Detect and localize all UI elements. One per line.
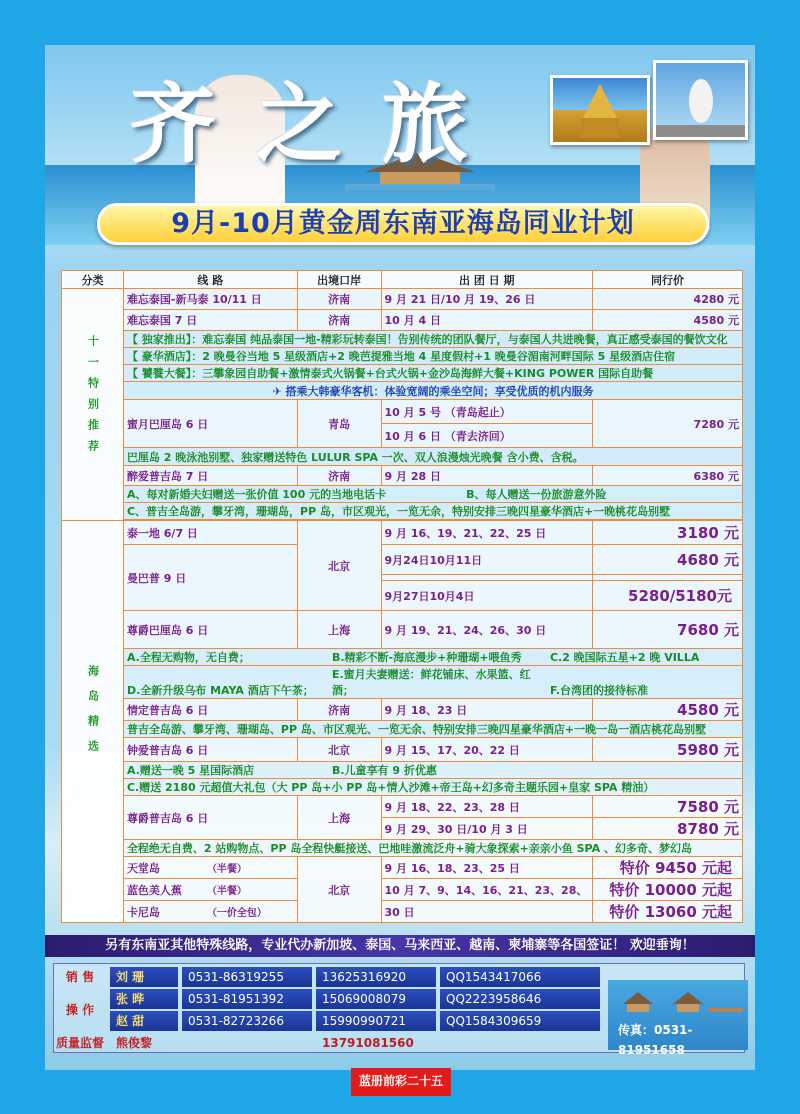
qq-number[interactable]: QQ1543417066 [440,967,600,987]
art-title: 齐之旅 [130,74,508,175]
departure-date: 30 日 [381,901,593,923]
phone-number[interactable]: 0531-82723266 [182,1011,312,1031]
qa-mobile[interactable]: 13791081560 [322,1036,414,1050]
price: 7580 元 [593,796,743,818]
fax-number[interactable]: 传真：0531-81951658 [618,1023,693,1057]
price: 5280/5180元 [593,581,743,611]
departure-date: 9 月 29、30 日/10 月 3 日 [381,818,593,840]
gateway-city: 青岛 [297,400,381,448]
page-footer-label: 蓝册前彩二十五 [351,1068,451,1096]
feature-note: A、每对新婚夫妇赠送一张价值 100 元的当地电话卡 B、每人赠送一份旅游意外险 [123,486,742,503]
fax-photo-box [608,980,748,1057]
price: 特价 9450 元起 [593,857,743,879]
departure-date: 10 月 6 日 （青去济回） [381,424,593,448]
departure-date: 10 月 4 日 [381,310,593,331]
price: 5980 元 [593,738,743,762]
departure-date: 9 月 15、17、20、22 日 [381,738,593,762]
qa-name: 熊俊黎 [116,1036,153,1050]
feature-note: 【 饕餮大餐】：三攀象园自助餐+激情泰式火锅餐+台式火锅+金沙岛海鲜大餐+KING POWER 国际自助餐 [123,365,742,382]
departure-date: 9 月 16、18、23、25 日 [381,857,593,879]
feature-note: D.全新升级乌布 MAYA 酒店下午茶；E.蜜月夫妻赠送：鲜花铺床、水果篮、红酒； F.台湾团的接待标准 [123,666,742,699]
phone-number[interactable]: 0531-81951392 [182,989,312,1009]
gateway-city: 北京 [297,857,381,923]
route-name: 难忘泰国 7 日 [123,310,297,331]
feature-note: 巴厘岛 2 晚泳池别墅、独家赠送特色 LULUR SPA 一次、双人浪漫烛光晚餐 含小费、含税。 [123,448,742,466]
gateway-city: 济南 [297,310,381,331]
route-name: 难忘泰国-新马泰 10/11 日 [123,289,297,310]
staff-name: 张 晔 [110,989,178,1009]
header-price: 同行价 [593,271,743,289]
departure-date: 9 月 28 日 [381,466,593,486]
header-gateway: 出境口岸 [297,271,381,289]
departure-date: 9 月 21 日/10 月 19、26 日 [381,289,593,310]
route-name: 天堂岛 （半餐） [123,857,297,879]
sales-label: 销 售 [65,970,95,984]
mobile-number[interactable]: 15069008079 [316,989,436,1009]
phone-number[interactable]: 0531-86319255 [182,967,312,987]
departure-date: 9 月 18、23 日 [381,699,593,721]
gateway-city: 济南 [297,466,381,486]
price: 特价 13060 元起 [593,901,743,923]
price: 7680 元 [593,611,743,649]
departure-date: 10 月 5 号 （青岛起止） [381,400,593,424]
route-name: 钟爱普吉岛 6 日 [123,738,297,762]
staff-name: 赵 甜 [110,1011,178,1031]
route-name: 醉爱普吉岛 7 日 [123,466,297,486]
route-name: 尊爵普吉岛 6 日 [123,796,297,840]
airplane-icon: ✈ [272,384,286,398]
qq-number[interactable]: QQ2223958646 [440,989,600,1009]
mobile-number[interactable]: 15990990721 [316,1011,436,1031]
departure-date: 9 月 18、22、23、28 日 [381,796,593,818]
ops-label: 操 作 [65,1003,95,1017]
price: 4580 元 [593,310,743,331]
staff-name: 刘 珊 [110,967,178,987]
feature-note: A.全程无购物，无自费； B.精彩不断-海底漫步+种珊瑚+喂鱼秀 C.2 晚国际五星+2 晚 VILLA [123,649,742,666]
category-island: 海岛精选 [62,521,124,923]
price: 4580 元 [593,699,743,721]
departure-date: 10 月 7、9、14、16、21、23、28、 [381,879,593,901]
gateway-city: 济南 [297,699,381,721]
price: 6380 元 [593,466,743,486]
gateway-city: 济南 [297,289,381,310]
route-name: 曼巴普 9 日 [123,545,297,611]
feature-note: 全程绝无自费、2 站购物点、PP 岛全程快艇接送、巴地哇激流泛舟+骑大象探索+亲亲小鱼 SPA 、幻多奇、梦幻岛 [123,840,742,857]
route-name: 情定普吉岛 6 日 [123,699,297,721]
header-dates: 出 团 日 期 [381,271,593,289]
price: 8780 元 [593,818,743,840]
feature-note: 【 独家推出】：难忘泰国 纯品泰国一地-精彩玩转泰国！告别传统的团队餐厅，与泰国人共进晚餐，真正感受泰国的餐饮文化 [123,331,742,348]
visa-tip-bar: 另有东南亚其他特殊线路，专业代办新加坡、泰国、马来西亚、越南、柬埔寨等各国签证！ 欢迎垂询！ [45,935,755,957]
route-name: 蓝色美人蕉 （半餐） [123,879,297,901]
gateway-city: 上海 [297,611,381,649]
feature-note: C、普吉全岛游，攀牙湾，珊瑚岛，PP 岛，市区观光，一览无余，特别安排三晚四星豪华酒店+一晚桃花岛别墅 [123,503,742,520]
gateway-city: 上海 [297,796,381,840]
merlion-photo [653,60,748,140]
overwater-villa-illustration [613,986,743,1016]
route-name: 泰一地 6/7 日 [123,521,297,545]
gateway-city: 北京 [297,738,381,762]
price: 3180 元 [593,521,743,545]
header-route: 线 路 [123,271,297,289]
price: 特价 10000 元起 [593,879,743,901]
feature-note: 普吉全岛游、攀牙湾、珊瑚岛、PP 岛、市区观光、一览无余、特别安排三晚四星豪华酒店+一晚一岛一酒店桃花岛别墅 [123,721,742,738]
flight-note: ✈ 搭乘大韩豪华客机：体验宽阔的乘坐空间；享受优质的机内服务 [123,382,742,400]
route-name: 蜜月巴厘岛 6 日 [123,400,297,448]
price: 4280 元 [593,289,743,310]
departure-date: 9 月 16、19、21、22、25 日 [381,521,593,545]
feature-note: C.赠送 2180 元超值大礼包（大 PP 岛+小 PP 岛+情人沙滩+帝王岛+幻多奇主题乐园+皇家 SPA 精油） [123,779,742,796]
headline-banner: 9月-10月黄金周东南亚海岛同业计划 [97,203,709,245]
departure-date: 9月24日10月11日 [381,545,593,575]
itinerary-table [61,270,743,923]
header-category: 分类 [62,271,124,289]
feature-note: 【 豪华酒店】：2 晚曼谷当地 5 星级酒店+2 晚芭提雅当地 4 星度假村+1 晚曼谷湄南河畔国际 5 星级酒店住宿 [123,348,742,365]
departure-date: 9月27日10月4日 [381,581,593,611]
route-name: 卡尼岛 （一价全包） [123,901,297,923]
route-name: 尊爵巴厘岛 6 日 [123,611,297,649]
mobile-number[interactable]: 13625316920 [316,967,436,987]
departure-date: 9 月 19、21、24、26、30 日 [381,611,593,649]
qa-label: 质量监督 [55,1036,104,1050]
price: 4680 元 [593,545,743,575]
category-special: 十一特别推荐 [62,289,124,521]
temple-photo [550,75,650,145]
flyer-page [45,45,755,1070]
qq-number[interactable]: QQ1584309659 [440,1011,600,1031]
price: 7280 元 [593,400,743,448]
feature-note: A.赠送一晚 5 星国际酒店 B.儿童享有 9 折优惠 [123,762,742,779]
gateway-city: 北京 [297,521,381,611]
